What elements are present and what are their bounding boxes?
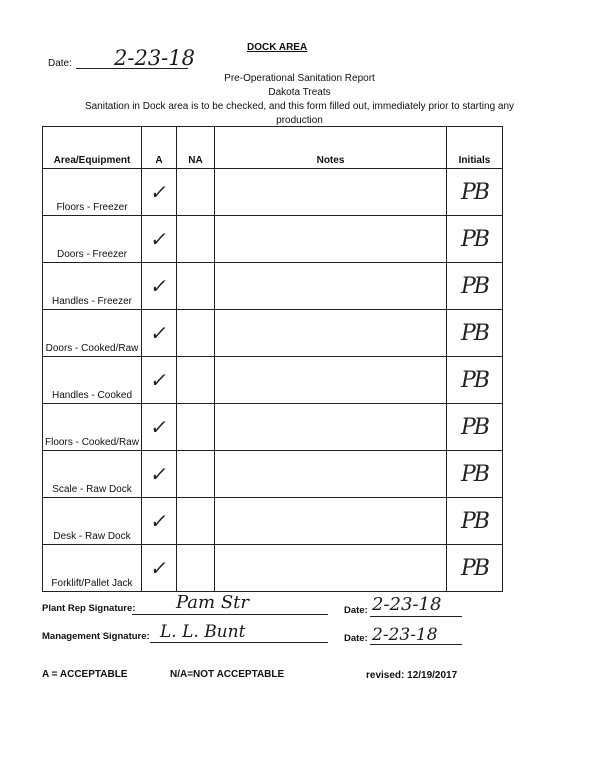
initials-cell[interactable] — [447, 216, 503, 263]
na-cell[interactable] — [177, 216, 215, 263]
initials-signature: PB — [461, 226, 488, 252]
table-row — [43, 451, 503, 498]
a-cell[interactable] — [142, 451, 177, 498]
initials-signature: PB — [461, 414, 488, 440]
initials-cell[interactable] — [447, 404, 503, 451]
management-date-label: Date: — [344, 633, 368, 644]
na-cell[interactable] — [177, 310, 215, 357]
initials-signature: PB — [461, 555, 488, 581]
sanitation-table — [42, 126, 503, 592]
table-row — [43, 169, 503, 216]
section-title: DOCK AREA — [247, 42, 308, 53]
notes-cell[interactable] — [215, 498, 447, 545]
a-cell[interactable] — [142, 357, 177, 404]
initials-cell[interactable] — [447, 169, 503, 216]
area-cell: Floors - Cooked/Raw — [43, 404, 142, 451]
area-cell: Forklift/Pallet Jack — [43, 545, 142, 592]
a-cell[interactable] — [142, 545, 177, 592]
report-title: Pre-Operational Sanitation Report — [224, 73, 375, 84]
area-cell: Doors - Freezer — [43, 216, 142, 263]
checkmark-icon: ✓ — [148, 180, 170, 204]
checkmark-icon: ✓ — [148, 227, 170, 251]
na-cell[interactable] — [177, 498, 215, 545]
checkmark-icon: ✓ — [148, 509, 170, 533]
na-cell[interactable] — [177, 404, 215, 451]
plant-rep-date-line[interactable] — [370, 616, 462, 617]
initials-cell[interactable] — [447, 263, 503, 310]
initials-cell[interactable] — [447, 451, 503, 498]
table-row — [43, 357, 503, 404]
na-cell[interactable] — [177, 357, 215, 404]
table-row — [43, 545, 503, 592]
checkmark-icon: ✓ — [148, 274, 170, 298]
initials-signature: PB — [461, 273, 488, 299]
col-not-acceptable: NA — [177, 127, 215, 169]
notes-cell[interactable] — [215, 451, 447, 498]
notes-cell[interactable] — [215, 310, 447, 357]
initials-cell[interactable] — [447, 545, 503, 592]
table-row — [43, 404, 503, 451]
col-notes: Notes — [215, 127, 447, 169]
plant-rep-signature-line[interactable] — [132, 614, 328, 615]
table-header-row — [43, 127, 503, 169]
a-cell[interactable] — [142, 498, 177, 545]
notes-cell[interactable] — [215, 169, 447, 216]
management-signature-line[interactable] — [150, 642, 328, 643]
area-cell: Desk - Raw Dock — [43, 498, 142, 545]
instructions-line1: Sanitation in Dock area is to be checked, and this form filled out, immediately prior to starting any — [84, 101, 515, 112]
col-area-equipment: Area/Equipment — [43, 127, 142, 169]
management-signature: L. L. Bunt — [160, 622, 246, 642]
checkmark-icon: ✓ — [148, 556, 170, 580]
col-acceptable: A — [142, 127, 177, 169]
instructions-line2: production — [276, 115, 323, 126]
notes-cell[interactable] — [215, 357, 447, 404]
initials-signature: PB — [461, 320, 488, 346]
checkmark-icon: ✓ — [148, 415, 170, 439]
table-row — [43, 310, 503, 357]
initials-signature: PB — [461, 179, 488, 205]
initials-cell[interactable] — [447, 310, 503, 357]
notes-cell[interactable] — [215, 545, 447, 592]
col-initials: Initials — [447, 127, 503, 169]
area-cell: Doors - Cooked/Raw — [43, 310, 142, 357]
na-cell[interactable] — [177, 263, 215, 310]
table-row — [43, 263, 503, 310]
area-cell: Handles - Cooked — [43, 357, 142, 404]
table-row — [43, 498, 503, 545]
initials-signature: PB — [461, 461, 488, 487]
notes-cell[interactable] — [215, 263, 447, 310]
area-cell: Scale - Raw Dock — [43, 451, 142, 498]
checkmark-icon: ✓ — [148, 321, 170, 345]
a-cell[interactable] — [142, 263, 177, 310]
legend-not-acceptable: N/A=NOT ACCEPTABLE — [170, 669, 285, 680]
revised-date: revised: 12/19/2017 — [366, 670, 458, 681]
date-label: Date: — [48, 58, 72, 69]
initials-signature: PB — [461, 508, 488, 534]
notes-cell[interactable] — [215, 404, 447, 451]
area-cell: Handles - Freezer — [43, 263, 142, 310]
management-date: 2-23-18 — [372, 625, 438, 645]
a-cell[interactable] — [142, 216, 177, 263]
plant-rep-date: 2-23-18 — [372, 594, 442, 615]
area-cell: Floors - Freezer — [43, 169, 142, 216]
initials-signature: PB — [461, 367, 488, 393]
initials-cell[interactable] — [447, 498, 503, 545]
checkmark-icon: ✓ — [148, 462, 170, 486]
company-name: Dakota Treats — [268, 87, 331, 98]
na-cell[interactable] — [177, 451, 215, 498]
management-label: Management Signature: — [42, 631, 150, 642]
na-cell[interactable] — [177, 545, 215, 592]
plant-rep-label: Plant Rep Signature: — [42, 603, 136, 614]
a-cell[interactable] — [142, 404, 177, 451]
checkmark-icon: ✓ — [148, 368, 170, 392]
a-cell[interactable] — [142, 169, 177, 216]
legend-acceptable: A = ACCEPTABLE — [42, 669, 128, 680]
notes-cell[interactable] — [215, 216, 447, 263]
table-row — [43, 216, 503, 263]
plant-rep-date-label: Date: — [344, 605, 368, 616]
plant-rep-signature: Pam Str — [176, 592, 249, 613]
initials-cell[interactable] — [447, 357, 503, 404]
date-value: 2-23-18 — [114, 46, 195, 70]
a-cell[interactable] — [142, 310, 177, 357]
na-cell[interactable] — [177, 169, 215, 216]
